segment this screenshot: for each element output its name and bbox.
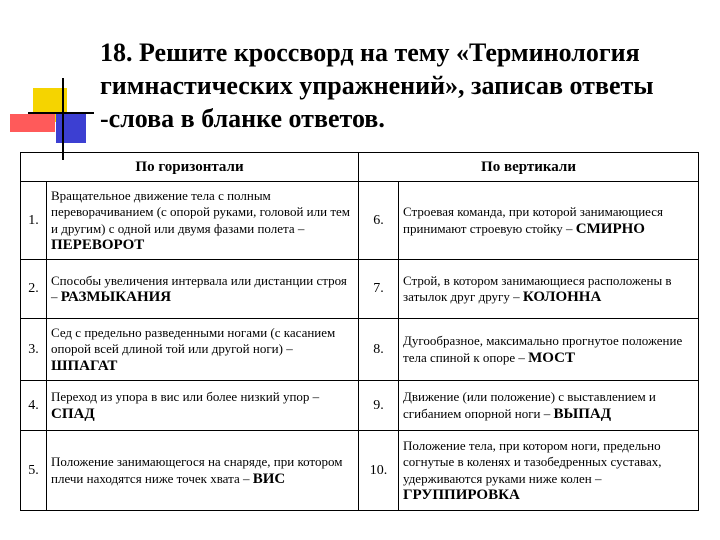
h-clue-answer: СПАД [51, 405, 95, 422]
h-clue-number: 1. [21, 182, 47, 260]
table-row [21, 260, 699, 319]
decor-horizontal-line [28, 112, 94, 114]
v-clue-answer: ВЫПАД [553, 405, 612, 422]
h-clue-answer: ПЕРЕВОРОТ [51, 237, 145, 253]
v-clue-number: 7. [359, 260, 399, 319]
h-clue [47, 381, 359, 431]
v-clue-text: Движение (или положение) с выставлением и сгибанием опорной ноги – [403, 389, 656, 421]
v-clue [399, 182, 699, 260]
decor-red-bar [10, 114, 55, 132]
table-row [21, 431, 699, 511]
answer-table [20, 152, 699, 511]
v-clue-number: 10. [359, 431, 399, 511]
v-clue-number: 9. [359, 381, 399, 431]
h-clue-number: 5. [21, 431, 47, 511]
v-clue-number: 8. [359, 319, 399, 381]
h-clue-answer: ВИС [252, 470, 286, 487]
v-clue-answer: СМИРНО [575, 220, 645, 237]
v-clue-text: Дугообразное, максимально прогнутое положение тела спиной к опоре – [403, 333, 683, 365]
v-clue-answer: ГРУППИРОВКА [403, 487, 520, 503]
v-clue-number: 6. [359, 182, 399, 260]
h-clue-text: Способы увеличения интервала или дистанции строя – [51, 272, 347, 304]
h-clue-number: 2. [21, 260, 47, 319]
header-vertical: По вертикали [359, 153, 699, 182]
v-clue [399, 381, 699, 431]
table-row [21, 182, 699, 260]
v-clue-text: Строевая команда, при которой занимающиеся принимают строевую стойку – [403, 204, 664, 236]
h-clue [47, 431, 359, 511]
decor-blue-square [56, 113, 86, 143]
h-clue-number: 4. [21, 381, 47, 431]
h-clue-number: 3. [21, 319, 47, 381]
h-clue-text: Сед с предельно разведенными ногами (с касанием опорой всей длиной той или другой ноги) – [51, 324, 336, 357]
v-clue-text: Строй, в котором занимающиеся расположены в затылок друг другу – [403, 272, 672, 304]
v-clue-answer: МОСТ [528, 349, 575, 366]
h-clue-text: Положение занимающегося на снаряде, при котором плечи находятся ниже точек хвата – [51, 454, 343, 486]
h-clue-answer: ШПАГАТ [51, 357, 118, 374]
h-clue [47, 319, 359, 381]
v-clue [399, 431, 699, 511]
header-horizontal: По горизонтали [21, 153, 359, 182]
h-clue-answer: РАЗМЫКАНИЯ [60, 289, 172, 305]
h-clue-text: Переход из упора в вис или более низкий упор – [51, 389, 320, 404]
table-row [21, 319, 699, 381]
decor-vertical-line [62, 78, 64, 160]
v-clue-text: Положение тела, при котором ноги, предельно согнутые в коленях и тазобедренных суставах, удерживаются руками ниже колен – [403, 437, 662, 486]
h-clue [47, 182, 359, 260]
table-row [21, 381, 699, 431]
v-clue [399, 319, 699, 381]
h-clue [47, 260, 359, 319]
page-title: 18. Решите кроссворд на тему «Терминология гимнастических упражнений», записав ответы -слова в бланке ответов. [100, 38, 654, 133]
h-clue-text: Вращательное движение тела с полным переворачиванием (с опорой руками, головой или тем и другим) с одной или двумя фазами полета – [51, 187, 351, 236]
v-clue [399, 260, 699, 319]
table-header-row [21, 153, 699, 182]
v-clue-answer: КОЛОННА [522, 289, 602, 305]
